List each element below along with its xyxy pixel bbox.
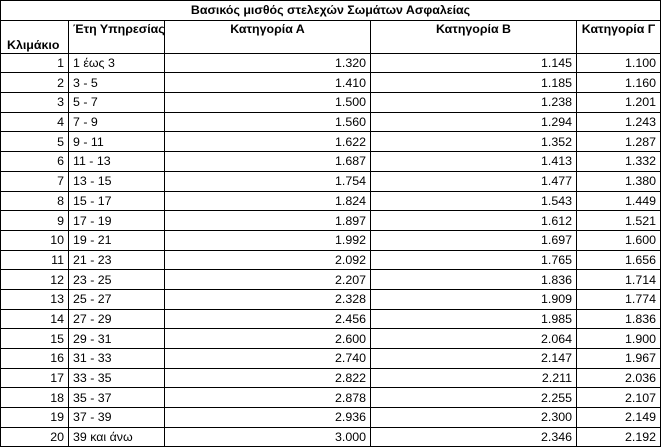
cell-step[interactable]: 1 — [1, 53, 69, 73]
cell-category-a[interactable]: 1.754 — [165, 171, 371, 191]
cell-years[interactable]: 9 - 11 — [69, 132, 165, 152]
cell-years[interactable]: 19 - 21 — [69, 230, 165, 250]
cell-step[interactable]: 3 — [1, 93, 69, 113]
cell-step[interactable]: 5 — [1, 132, 69, 152]
cell-years[interactable]: 39 και άνω — [69, 427, 165, 447]
table-row — [1, 388, 661, 408]
cell-category-a[interactable]: 2.328 — [165, 289, 371, 309]
table-title[interactable]: Βασικός μισθός στελεχών Σωμάτων Ασφαλείας — [1, 1, 661, 21]
cell-years[interactable]: 25 - 27 — [69, 289, 165, 309]
cell-category-c[interactable]: 1.714 — [577, 270, 661, 290]
cell-category-a[interactable]: 1.320 — [165, 53, 371, 73]
cell-step[interactable]: 6 — [1, 152, 69, 172]
cell-category-c[interactable]: 2.036 — [577, 368, 661, 388]
table-row — [1, 171, 661, 191]
cell-category-b[interactable]: 2.255 — [371, 388, 577, 408]
table-row — [1, 408, 661, 428]
cell-category-a[interactable]: 1.500 — [165, 93, 371, 113]
cell-category-c[interactable]: 1.160 — [577, 73, 661, 93]
cell-category-b[interactable]: 2.147 — [371, 349, 577, 369]
cell-category-a[interactable]: 2.092 — [165, 250, 371, 270]
cell-category-a[interactable]: 2.600 — [165, 329, 371, 349]
cell-category-c[interactable]: 1.332 — [577, 152, 661, 172]
cell-category-c[interactable]: 1.521 — [577, 211, 661, 231]
cell-step[interactable]: 13 — [1, 289, 69, 309]
table-row — [1, 53, 661, 73]
cell-category-c[interactable]: 1.449 — [577, 191, 661, 211]
cell-category-a[interactable]: 1.622 — [165, 132, 371, 152]
cell-category-a[interactable]: 1.992 — [165, 230, 371, 250]
cell-years[interactable]: 1 έως 3 — [69, 53, 165, 73]
cell-years[interactable]: 23 - 25 — [69, 270, 165, 290]
table-row — [1, 112, 661, 132]
cell-category-c[interactable]: 1.774 — [577, 289, 661, 309]
cell-years[interactable]: 31 - 33 — [69, 349, 165, 369]
table-row — [1, 152, 661, 172]
header-row — [1, 20, 661, 53]
cell-years[interactable]: 21 - 23 — [69, 250, 165, 270]
cell-category-b[interactable]: 1.697 — [371, 230, 577, 250]
cell-years[interactable]: 15 - 17 — [69, 191, 165, 211]
cell-category-c[interactable]: 1.656 — [577, 250, 661, 270]
cell-category-b[interactable]: 2.064 — [371, 329, 577, 349]
cell-category-a[interactable]: 1.687 — [165, 152, 371, 172]
cell-category-c[interactable]: 2.149 — [577, 408, 661, 428]
cell-years[interactable]: 11 - 13 — [69, 152, 165, 172]
header-years[interactable]: Έτη Υπηρεσίας — [69, 20, 165, 53]
cell-years[interactable]: 33 - 35 — [69, 368, 165, 388]
cell-years[interactable]: 29 - 31 — [69, 329, 165, 349]
table-row — [1, 329, 661, 349]
cell-category-a[interactable]: 2.822 — [165, 368, 371, 388]
table-row — [1, 93, 661, 113]
cell-category-c[interactable]: 1.600 — [577, 230, 661, 250]
cell-category-b[interactable]: 1.413 — [371, 152, 577, 172]
cell-category-a[interactable]: 2.456 — [165, 309, 371, 329]
header-category-a[interactable]: Κατηγορία Α — [165, 20, 371, 53]
cell-step[interactable]: 17 — [1, 368, 69, 388]
cell-category-b[interactable]: 1.145 — [371, 53, 577, 73]
table-row — [1, 211, 661, 231]
cell-category-c[interactable]: 1.967 — [577, 349, 661, 369]
cell-step[interactable]: 20 — [1, 427, 69, 447]
cell-category-a[interactable]: 2.740 — [165, 349, 371, 369]
cell-years[interactable]: 13 - 15 — [69, 171, 165, 191]
cell-years[interactable]: 7 - 9 — [69, 112, 165, 132]
cell-category-a[interactable]: 1.897 — [165, 211, 371, 231]
cell-step[interactable]: 12 — [1, 270, 69, 290]
cell-years[interactable]: 17 - 19 — [69, 211, 165, 231]
cell-category-a[interactable]: 2.878 — [165, 388, 371, 408]
cell-step[interactable]: 10 — [1, 230, 69, 250]
table-row — [1, 368, 661, 388]
cell-category-b[interactable]: 2.211 — [371, 368, 577, 388]
table-row — [1, 427, 661, 447]
cell-category-b[interactable]: 1.765 — [371, 250, 577, 270]
cell-category-a[interactable]: 1.824 — [165, 191, 371, 211]
table-row — [1, 73, 661, 93]
cell-category-c[interactable]: 2.107 — [577, 388, 661, 408]
cell-category-c[interactable]: 1.287 — [577, 132, 661, 152]
cell-category-a[interactable]: 1.560 — [165, 112, 371, 132]
cell-years[interactable]: 27 - 29 — [69, 309, 165, 329]
cell-category-b[interactable]: 1.185 — [371, 73, 577, 93]
title-row — [1, 1, 661, 21]
cell-step[interactable]: 7 — [1, 171, 69, 191]
cell-years[interactable]: 3 - 5 — [69, 73, 165, 93]
cell-category-b[interactable]: 1.985 — [371, 309, 577, 329]
table-row — [1, 132, 661, 152]
cell-step[interactable]: 15 — [1, 329, 69, 349]
cell-category-c[interactable]: 1.100 — [577, 53, 661, 73]
cell-step[interactable]: 4 — [1, 112, 69, 132]
cell-step[interactable]: 11 — [1, 250, 69, 270]
cell-step[interactable]: 8 — [1, 191, 69, 211]
table-row — [1, 191, 661, 211]
cell-step[interactable]: 2 — [1, 73, 69, 93]
cell-step[interactable]: 14 — [1, 309, 69, 329]
cell-step[interactable]: 16 — [1, 349, 69, 369]
cell-category-b[interactable]: 1.477 — [371, 171, 577, 191]
header-step[interactable]: Κλιμάκιο — [1, 20, 69, 53]
cell-category-b[interactable]: 2.300 — [371, 408, 577, 428]
cell-step[interactable]: 18 — [1, 388, 69, 408]
cell-category-b[interactable]: 1.836 — [371, 270, 577, 290]
table-row — [1, 349, 661, 369]
header-category-b[interactable]: Κατηγορία Β — [371, 20, 577, 53]
table-row — [1, 270, 661, 290]
cell-category-b[interactable]: 2.346 — [371, 427, 577, 447]
cell-years[interactable]: 5 - 7 — [69, 93, 165, 113]
cell-category-b[interactable]: 1.238 — [371, 93, 577, 113]
cell-category-a[interactable]: 3.000 — [165, 427, 371, 447]
cell-category-a[interactable]: 2.207 — [165, 270, 371, 290]
cell-category-c[interactable]: 2.192 — [577, 427, 661, 447]
header-category-c[interactable]: Κατηγορία Γ — [577, 20, 661, 53]
cell-step[interactable]: 9 — [1, 211, 69, 231]
cell-category-c[interactable]: 1.900 — [577, 329, 661, 349]
cell-category-b[interactable]: 1.909 — [371, 289, 577, 309]
cell-category-c[interactable]: 1.243 — [577, 112, 661, 132]
table-row — [1, 289, 661, 309]
cell-category-c[interactable]: 1.201 — [577, 93, 661, 113]
cell-years[interactable]: 35 - 37 — [69, 388, 165, 408]
cell-category-b[interactable]: 1.352 — [371, 132, 577, 152]
cell-category-c[interactable]: 1.380 — [577, 171, 661, 191]
table-row — [1, 309, 661, 329]
table-row — [1, 230, 661, 250]
cell-step[interactable]: 19 — [1, 408, 69, 428]
cell-category-b[interactable]: 1.543 — [371, 191, 577, 211]
cell-category-b[interactable]: 1.294 — [371, 112, 577, 132]
table-row — [1, 250, 661, 270]
cell-category-b[interactable]: 1.612 — [371, 211, 577, 231]
cell-years[interactable]: 37 - 39 — [69, 408, 165, 428]
cell-category-a[interactable]: 1.410 — [165, 73, 371, 93]
cell-category-c[interactable]: 1.836 — [577, 309, 661, 329]
cell-category-a[interactable]: 2.936 — [165, 408, 371, 428]
